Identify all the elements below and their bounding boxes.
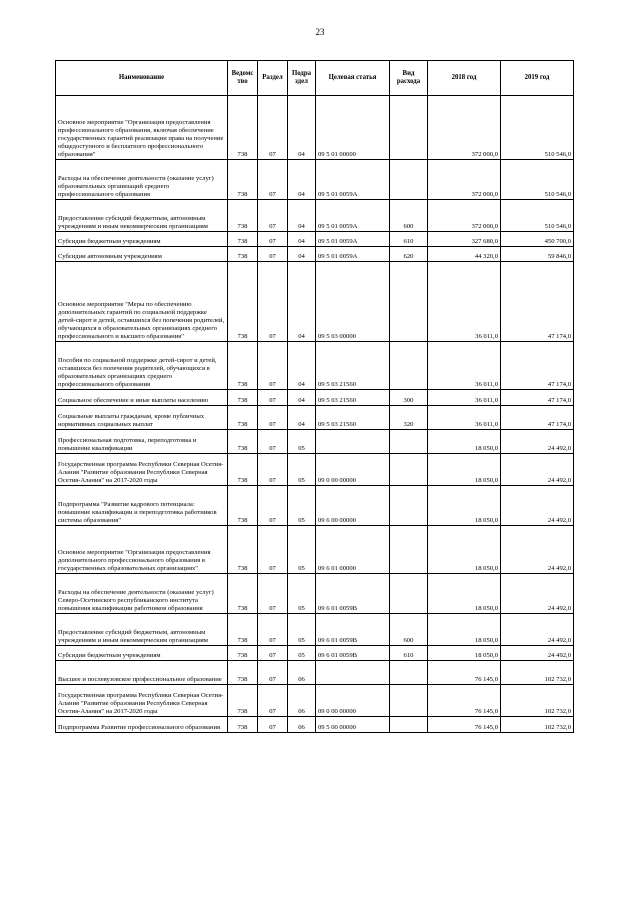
- row-razdel: 07: [258, 406, 288, 430]
- row-podrazdel: 04: [288, 160, 316, 200]
- table-row: [56, 685, 574, 717]
- row-2019: 510 546,0: [501, 96, 574, 160]
- row-vid: 320: [390, 406, 428, 430]
- row-2018: 327 680,0: [428, 232, 501, 247]
- row-name: Предоставление субсидий бюджетным, автономным учреждениям и иным некоммерческим организациям: [56, 200, 228, 232]
- row-2018: 18 050,0: [428, 526, 501, 574]
- row-vedomstvo: 738: [228, 430, 258, 454]
- header-vid: Вид расхода: [390, 61, 428, 96]
- row-2018: 76 145,0: [428, 717, 501, 733]
- row-target: 09 5 03 21560: [316, 342, 390, 390]
- row-podrazdel: 06: [288, 717, 316, 733]
- row-name: Подпрограмма Развитие профессионального образования: [56, 717, 228, 733]
- row-2018: 36 011,0: [428, 342, 501, 390]
- row-vedomstvo: 738: [228, 526, 258, 574]
- row-2019: 47 174,0: [501, 262, 574, 342]
- row-2018: 18 050,0: [428, 646, 501, 661]
- row-vedomstvo: 738: [228, 247, 258, 262]
- row-podrazdel: 05: [288, 486, 316, 526]
- row-razdel: 07: [258, 486, 288, 526]
- row-target: 09 6 01 0059В: [316, 614, 390, 646]
- row-razdel: 07: [258, 574, 288, 614]
- row-razdel: 07: [258, 646, 288, 661]
- row-vid: [390, 160, 428, 200]
- table-row: [56, 406, 574, 430]
- row-vedomstvo: 738: [228, 486, 258, 526]
- row-2018: 18 050,0: [428, 430, 501, 454]
- row-vedomstvo: 738: [228, 390, 258, 406]
- table-row: [56, 200, 574, 232]
- row-2019: 102 732,0: [501, 717, 574, 733]
- row-2018: 76 145,0: [428, 685, 501, 717]
- row-target: 09 6 00 00000: [316, 486, 390, 526]
- row-podrazdel: 05: [288, 646, 316, 661]
- row-vedomstvo: 738: [228, 646, 258, 661]
- row-razdel: 07: [258, 430, 288, 454]
- row-name: Предоставление субсидий бюджетным, автономным учреждениям и иным некоммерческим организациям: [56, 614, 228, 646]
- row-vedomstvo: 738: [228, 342, 258, 390]
- row-vedomstvo: 738: [228, 717, 258, 733]
- row-target: 09 6 01 0059В: [316, 646, 390, 661]
- table-row: [56, 430, 574, 454]
- table-row: [56, 574, 574, 614]
- row-2018: 372 000,0: [428, 200, 501, 232]
- row-razdel: 07: [258, 160, 288, 200]
- row-target: 09 5 03 21560: [316, 390, 390, 406]
- table-row: [56, 646, 574, 661]
- row-podrazdel: 04: [288, 342, 316, 390]
- table-row: [56, 390, 574, 406]
- row-2019: 24 492,0: [501, 526, 574, 574]
- row-name: Основное мероприятие "Меры по обеспечению дополнительных гарантий по социальной поддержке детей-сирот и детей, оставшихся без попечения родителей, обучающихся в образовательных организациях среднего профессионального и высшего образования": [56, 262, 228, 342]
- row-2019: 24 492,0: [501, 614, 574, 646]
- row-2018: 18 050,0: [428, 486, 501, 526]
- row-razdel: 07: [258, 247, 288, 262]
- row-2019: 24 492,0: [501, 646, 574, 661]
- row-name: Государственная программа Республики Северная Осетия-Алания "Развитие образования Республики Северная Осетия-Алания" на 2017-2020 годы: [56, 685, 228, 717]
- row-vedomstvo: 738: [228, 661, 258, 685]
- table-row: [56, 454, 574, 486]
- row-target: 09 0 00 00000: [316, 685, 390, 717]
- table-row: [56, 614, 574, 646]
- row-2019: 24 492,0: [501, 486, 574, 526]
- row-name: Социальные выплаты гражданам, кроме публичных нормативных социальных выплат: [56, 406, 228, 430]
- row-vid: [390, 454, 428, 486]
- row-name: Расходы на обеспечение деятельности (оказание услуг) Северо-Осетинского республиканского института повышения квалификации работников образования: [56, 574, 228, 614]
- header-target: Целевая статья: [316, 61, 390, 96]
- row-razdel: 07: [258, 96, 288, 160]
- row-razdel: 07: [258, 685, 288, 717]
- row-2019: 24 492,0: [501, 574, 574, 614]
- header-2018: 2018 год: [428, 61, 501, 96]
- row-vid: [390, 717, 428, 733]
- row-2019: 102 732,0: [501, 685, 574, 717]
- header-name: Наименование: [56, 61, 228, 96]
- row-vid: [390, 430, 428, 454]
- row-vid: [390, 342, 428, 390]
- row-vedomstvo: 738: [228, 406, 258, 430]
- row-2019: 510 546,0: [501, 160, 574, 200]
- table-row: [56, 526, 574, 574]
- row-razdel: 07: [258, 200, 288, 232]
- row-vedomstvo: 738: [228, 574, 258, 614]
- row-name: Расходы на обеспечение деятельности (оказание услуг) образовательных организаций среднего профессионального образования: [56, 160, 228, 200]
- table-row: [56, 247, 574, 262]
- row-vid: 600: [390, 614, 428, 646]
- row-vedomstvo: 738: [228, 454, 258, 486]
- row-vedomstvo: 738: [228, 685, 258, 717]
- row-2019: 47 174,0: [501, 342, 574, 390]
- row-target: 09 6 01 00000: [316, 526, 390, 574]
- header-podrazdel: Подра здел: [288, 61, 316, 96]
- row-2018: 18 050,0: [428, 614, 501, 646]
- row-vid: 600: [390, 200, 428, 232]
- row-vid: 610: [390, 646, 428, 661]
- table-row: [56, 717, 574, 733]
- row-vid: 300: [390, 390, 428, 406]
- row-podrazdel: 05: [288, 430, 316, 454]
- row-name: Субсидии бюджетным учреждениям: [56, 232, 228, 247]
- row-podrazdel: 04: [288, 247, 316, 262]
- row-podrazdel: 04: [288, 232, 316, 247]
- row-vid: [390, 262, 428, 342]
- table-row: [56, 342, 574, 390]
- row-target: 09 5 03 00000: [316, 262, 390, 342]
- row-podrazdel: 06: [288, 685, 316, 717]
- row-vid: 620: [390, 247, 428, 262]
- row-target: [316, 430, 390, 454]
- row-2019: 59 846,0: [501, 247, 574, 262]
- row-name: Субсидии автономным учреждениям: [56, 247, 228, 262]
- row-podrazdel: 05: [288, 614, 316, 646]
- row-razdel: 07: [258, 390, 288, 406]
- row-razdel: 07: [258, 232, 288, 247]
- row-2018: 18 050,0: [428, 454, 501, 486]
- row-vid: [390, 574, 428, 614]
- row-target: 09 0 00 00000: [316, 454, 390, 486]
- row-podrazdel: 06: [288, 661, 316, 685]
- row-target: 09 5 00 00000: [316, 717, 390, 733]
- row-target: 09 5 01 0059А: [316, 160, 390, 200]
- row-name: Субсидии бюджетным учреждениям: [56, 646, 228, 661]
- header-razdel: Раздел: [258, 61, 288, 96]
- row-razdel: 07: [258, 454, 288, 486]
- row-2019: 102 732,0: [501, 661, 574, 685]
- row-name: Подпрограмма "Развитие кадрового потенциала: повышение квалификации и переподготовка работников системы образования": [56, 486, 228, 526]
- row-vid: [390, 685, 428, 717]
- header-2019: 2019 год: [501, 61, 574, 96]
- row-name: Высшее и послевузовское профессиональное образование: [56, 661, 228, 685]
- table-header-row: [56, 61, 574, 96]
- row-2018: 36 011,0: [428, 262, 501, 342]
- row-name: Основное мероприятие "Организация предоставления профессионального образования, включая обеспечение государственных гарантий реализации права на получение общедоступного и бесплатного профессионального образования": [56, 96, 228, 160]
- row-razdel: 07: [258, 262, 288, 342]
- row-name: Социальное обеспечение и иные выплаты населению: [56, 390, 228, 406]
- row-podrazdel: 05: [288, 574, 316, 614]
- row-vid: [390, 526, 428, 574]
- row-2019: 24 492,0: [501, 454, 574, 486]
- row-vedomstvo: 738: [228, 160, 258, 200]
- table-row: [56, 661, 574, 685]
- row-target: 09 6 01 0059В: [316, 574, 390, 614]
- row-target: 09 5 01 0059А: [316, 232, 390, 247]
- row-razdel: 07: [258, 661, 288, 685]
- row-2018: 372 000,0: [428, 160, 501, 200]
- row-razdel: 07: [258, 717, 288, 733]
- row-podrazdel: 04: [288, 390, 316, 406]
- row-razdel: 07: [258, 526, 288, 574]
- page-number: 23: [315, 27, 325, 37]
- row-vid: [390, 661, 428, 685]
- row-2018: 76 145,0: [428, 661, 501, 685]
- row-name: Государственная программа Республики Северная Осетия-Алания "Развитие образования Республики Северная Осетия-Алания" на 2017-2020 годы: [56, 454, 228, 486]
- row-podrazdel: 05: [288, 454, 316, 486]
- row-podrazdel: 04: [288, 406, 316, 430]
- row-2018: 44 320,0: [428, 247, 501, 262]
- row-target: [316, 661, 390, 685]
- row-podrazdel: 05: [288, 526, 316, 574]
- row-vedomstvo: 738: [228, 232, 258, 247]
- row-vid: 610: [390, 232, 428, 247]
- table-row: [56, 262, 574, 342]
- row-vedomstvo: 738: [228, 200, 258, 232]
- row-target: 09 5 01 00000: [316, 96, 390, 160]
- row-2018: 18 050,0: [428, 574, 501, 614]
- row-target: 09 5 01 0059А: [316, 247, 390, 262]
- row-2018: 36 011,0: [428, 390, 501, 406]
- budget-table: [55, 60, 574, 733]
- table-row: [56, 96, 574, 160]
- row-2019: 450 700,0: [501, 232, 574, 247]
- row-vedomstvo: 738: [228, 614, 258, 646]
- row-2019: 24 492,0: [501, 430, 574, 454]
- row-2018: 372 000,0: [428, 96, 501, 160]
- row-vid: [390, 96, 428, 160]
- table-row: [56, 160, 574, 200]
- row-target: 09 5 01 0059А: [316, 200, 390, 232]
- row-2019: 47 174,0: [501, 390, 574, 406]
- row-2019: 510 546,0: [501, 200, 574, 232]
- row-target: 09 5 03 21560: [316, 406, 390, 430]
- table-row: [56, 486, 574, 526]
- row-razdel: 07: [258, 614, 288, 646]
- row-vedomstvo: 738: [228, 262, 258, 342]
- row-vedomstvo: 738: [228, 96, 258, 160]
- row-name: Профессиональная подготовка, переподготовка и повышение квалификации: [56, 430, 228, 454]
- row-vid: [390, 486, 428, 526]
- header-vedomstvo: Ведомс тво: [228, 61, 258, 96]
- row-2019: 47 174,0: [501, 406, 574, 430]
- row-2018: 36 011,0: [428, 406, 501, 430]
- row-podrazdel: 04: [288, 262, 316, 342]
- row-name: Пособия по социальной поддержке детей-сирот и детей, оставшихся без попечения родителей, обучающихся в образовательных организациях среднего профессионального образования: [56, 342, 228, 390]
- row-podrazdel: 04: [288, 96, 316, 160]
- row-razdel: 07: [258, 342, 288, 390]
- row-podrazdel: 04: [288, 200, 316, 232]
- row-name: Основное мероприятие "Организация предоставления дополнительного профессионального образования в государственных образовательных организациях": [56, 526, 228, 574]
- table-row: [56, 232, 574, 247]
